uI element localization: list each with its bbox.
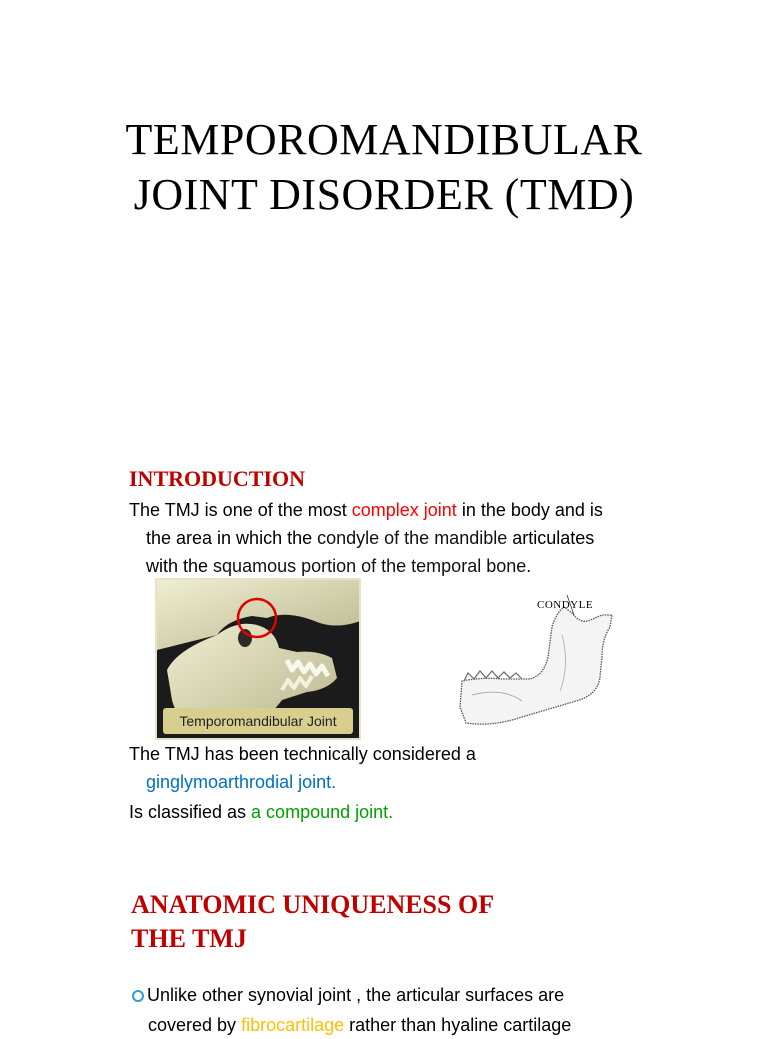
introduction-slide [0,430,768,850]
text-run: Is classified as [129,802,252,822]
condyle-label: CONDYLE [537,599,594,611]
emphasis-complex-joint: complex joint [351,500,457,520]
emphasis-temporal-bone: squamous portion of the temporal bone. [213,556,532,576]
text-run: rather than hyaline cartilage [344,1015,572,1035]
intro-line-3 [129,552,629,580]
bullet-item [132,981,564,1009]
title-line-2: JOINT DISORDER (TMD) [133,170,635,219]
emphasis-fibrocartilage: fibrocartilage [241,1015,345,1035]
skull-photo [155,578,361,740]
text-run: with the [146,556,214,576]
bullet-text: Unlike other synovial joint , the articular surfaces are [147,985,565,1005]
intro-line-2 [129,524,629,552]
intro-line-1 [129,496,629,524]
compound-joint-text [129,798,393,826]
emphasis-compound-joint: a compound joint. [251,802,394,822]
anatomic-heading-line-2: THE TMJ [131,924,247,953]
text-run: in the body and is [456,500,603,520]
title-slide [0,0,768,420]
anatomic-heading [131,888,494,956]
slide-title [0,112,768,222]
text-run: covered by [148,1015,242,1035]
bullet-continuation [148,1011,571,1039]
classification-text [129,740,476,796]
mandible-diagram [452,595,622,735]
text-run: The TMJ is one of the most [129,500,352,520]
text-run: the area in which the [146,528,318,548]
text-run: The TMJ has been technically considered a [129,744,476,764]
photo-caption: Temporomandibular Joint [163,708,353,734]
circle-bullet-icon [132,990,144,1002]
text-run: articulates [507,528,595,548]
title-line-1: TEMPOROMANDIBULAR [125,115,643,164]
emphasis-condyle: condyle of the mandible [317,528,508,548]
introduction-heading: INTRODUCTION [129,466,306,491]
anatomic-heading-line-1: ANATOMIC UNIQUENESS OF [131,890,495,919]
introduction-paragraph [129,496,629,580]
emphasis-ginglymoarthrodial: ginglymoarthrodial joint. [146,772,337,792]
anatomic-slide [0,860,768,1035]
